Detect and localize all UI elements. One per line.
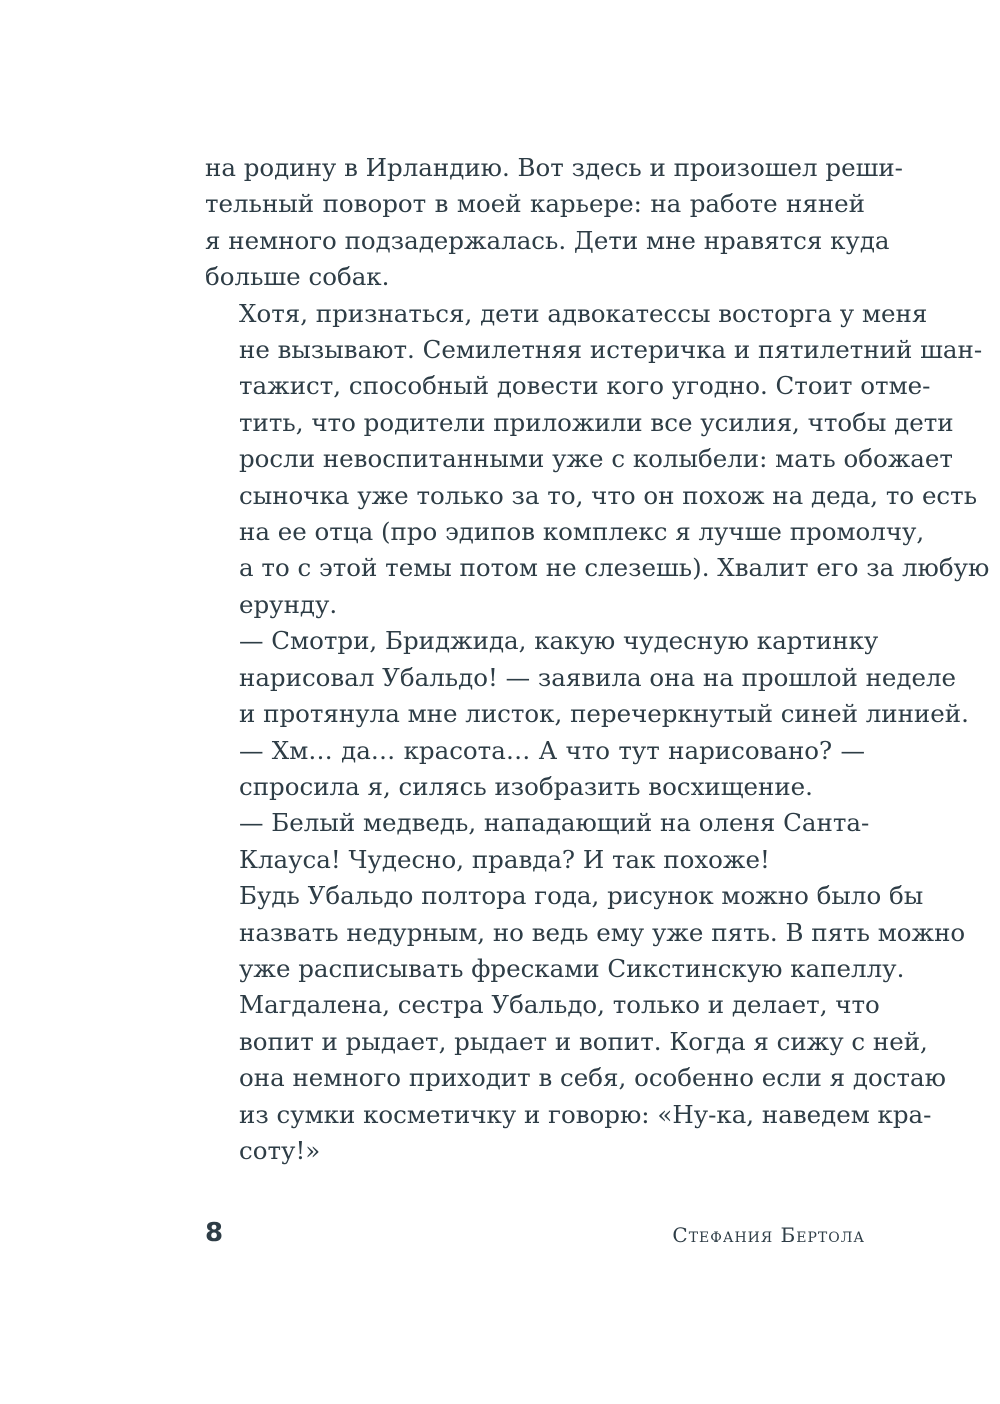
text-line: нарисовал Убальдо! — заявила она на прошлой неделе — [239, 662, 957, 692]
text-line: росли невоспитанными уже с колыбели: мать обожает — [239, 444, 953, 474]
text-line: Хотя, признаться, дети адвокатессы восторга у меня — [239, 298, 928, 328]
text-line: из сумки косметичку и говорю: «Ну-ка, наведем кра- — [239, 1099, 932, 1129]
text-line: тажист, способный довести кого угодно. Стоит отме- — [239, 371, 931, 401]
text-line: и протянула мне листок, перечеркнутый синей линией. — [239, 699, 969, 729]
text-line: а то с этой темы потом не слезешь). Хвалит его за любую — [239, 553, 990, 583]
text-line: не вызывают. Семилетняя истеричка и пятилетний шан- — [239, 335, 983, 365]
text-line: Магдалена, сестра Убальдо, только и делает, что — [239, 990, 880, 1020]
page-footer — [205, 1218, 865, 1258]
paragraph — [205, 296, 990, 624]
page-number: 8 — [205, 1218, 224, 1248]
text-line: — Смотри, Бриджида, какую чудесную картинку — [239, 626, 879, 656]
paragraph — [205, 623, 969, 732]
text-line: тельный поворот в моей карьере: на работе няней — [205, 189, 865, 219]
running-title: Стефания Бертола — [672, 1223, 865, 1247]
paragraph — [205, 805, 870, 878]
text-line: Клауса! Чудесно, правда? И так похоже! — [239, 844, 770, 874]
text-line: на ее отца (про эдипов комплекс я лучше промолчу, — [239, 517, 925, 547]
text-line: сыночка уже только за то, что он похож на деда, то есть — [239, 480, 978, 510]
text-line: — Белый медведь, нападающий на оленя Санта- — [239, 808, 870, 838]
paragraph — [205, 987, 946, 1169]
text-line: — Хм… да… красота… А что тут нарисовано? — — [239, 735, 865, 765]
text-line: Будь Убальдо полтора года, рисунок можно было бы — [239, 881, 924, 911]
text-line: я немного подзадержалась. Дети мне нравятся куда — [205, 225, 890, 255]
text-line: на родину в Ирландию. Вот здесь и произошел реши- — [205, 153, 903, 182]
paragraph — [205, 733, 865, 806]
text-line: ерунду. — [239, 589, 338, 619]
text-line: вопит и рыдает, рыдает и вопит. Когда я сижу с ней, — [239, 1026, 928, 1056]
text-line: больше собак. — [205, 262, 390, 292]
text-line: спросила я, силясь изобразить восхищение. — [239, 771, 813, 801]
paragraph — [205, 878, 966, 987]
text-line: тить, что родители приложили все усилия, чтобы дети — [239, 407, 954, 437]
paragraph — [205, 150, 903, 296]
text-line: соту!» — [239, 1135, 321, 1165]
body-text — [205, 150, 990, 1169]
text-line: уже расписывать фресками Сикстинскую капеллу. — [239, 953, 905, 983]
text-line: назвать недурным, но ведь ему уже пять. В пять можно — [239, 917, 966, 947]
text-line: она немного приходит в себя, особенно если я достаю — [239, 1063, 946, 1093]
